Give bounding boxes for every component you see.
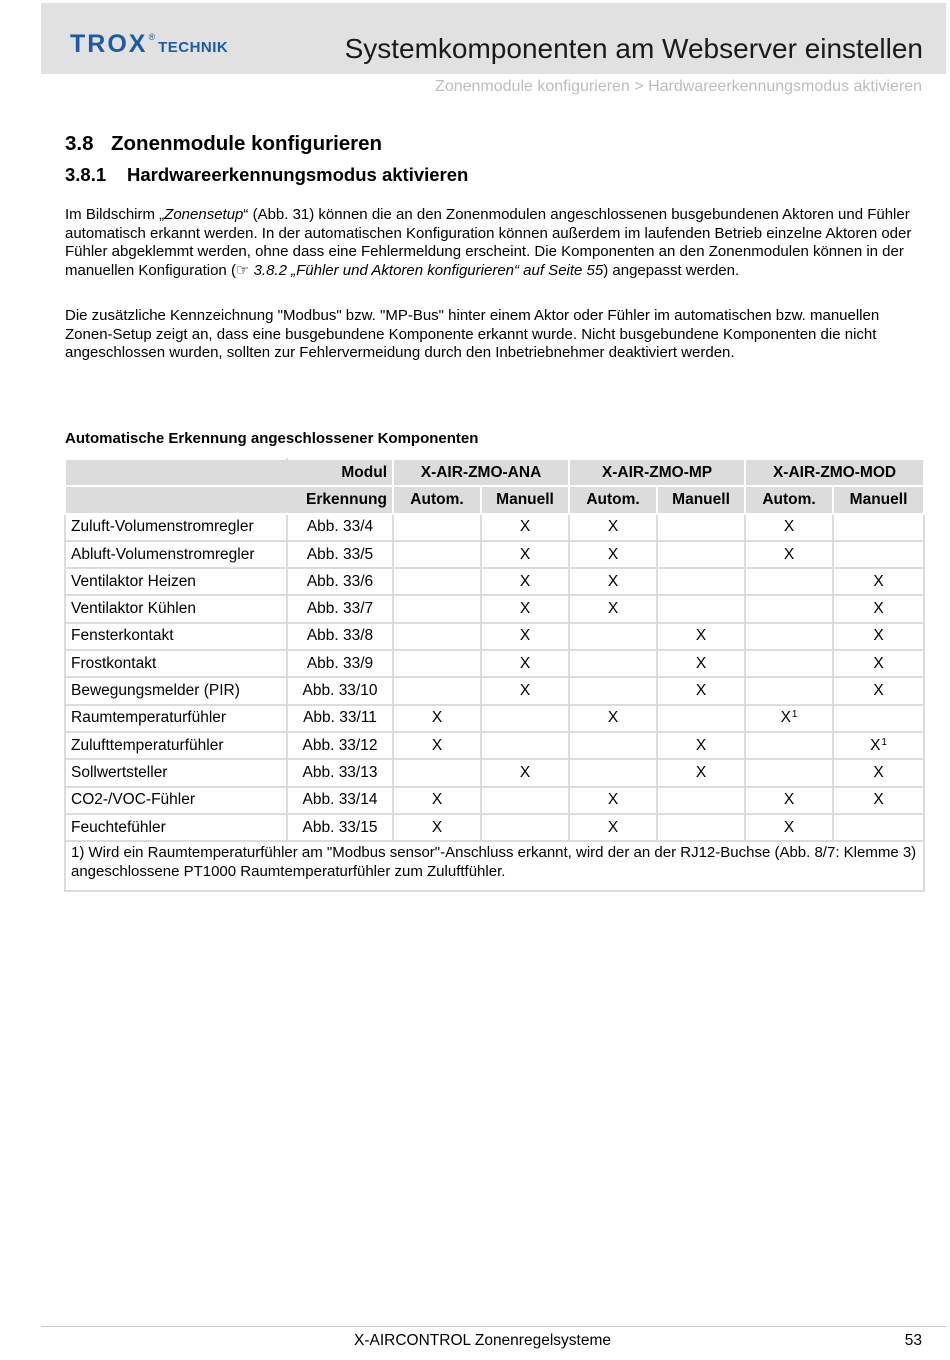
detection-cell: X xyxy=(569,705,657,732)
cross-reference-link[interactable]: 3.8.2 „Fühler und Aktoren konfigurieren“ auf Seite 55 xyxy=(249,261,604,279)
detection-cell: X xyxy=(745,814,833,841)
detection-cell: X xyxy=(569,595,657,622)
detection-cell xyxy=(481,705,569,732)
detection-cell: X xyxy=(569,568,657,595)
table-row xyxy=(65,595,924,622)
detection-cell xyxy=(569,677,657,704)
detection-cell xyxy=(833,514,924,541)
mode-header: Manuell xyxy=(657,486,745,513)
component-name: CO2-/VOC-Fühler xyxy=(65,787,287,814)
section-number: 3.8 xyxy=(65,132,94,155)
subsection-title: Hardwareerkennungsmodus aktivieren xyxy=(127,164,469,185)
figure-reference: Abb. 33/6 xyxy=(287,568,393,595)
table-row xyxy=(65,732,924,759)
table-row xyxy=(65,787,924,814)
footnote-marker: 1 xyxy=(881,736,887,748)
detection-cell xyxy=(657,814,745,841)
detection-cell: X xyxy=(833,595,924,622)
marking-paragraph: Die zusätzliche Kennzeichnung "Modbus" bzw. "MP-Bus" hinter einem Aktor oder Fühler im automatischen bzw. manuellen Zonen-Setup zeigt an, dass eine busgebundene Komponente erkannt wurde. Nicht busgebundene Komponenten die nicht angeschlossen wurden, sollten zur Fehlervermeidung durch den Inbetriebnehmer deaktiviert werden. xyxy=(65,307,880,362)
detection-cell: X xyxy=(745,541,833,568)
component-name: Bewegungsmelder (PIR) xyxy=(65,677,287,704)
detection-cell: X xyxy=(833,568,924,595)
detection-cell xyxy=(393,623,481,650)
detection-cell: X xyxy=(657,677,745,704)
figure-reference: Abb. 33/10 xyxy=(287,677,393,704)
figure-reference: Abb. 33/7 xyxy=(287,595,393,622)
detection-cell: X xyxy=(657,623,745,650)
detection-cell: X xyxy=(481,568,569,595)
component-name: Zulufttemperaturfühler xyxy=(65,732,287,759)
table-row xyxy=(65,514,924,541)
detection-cell xyxy=(569,623,657,650)
detection-cell: X xyxy=(481,541,569,568)
component-name: Ventilaktor Kühlen xyxy=(65,595,287,622)
detection-cell: X xyxy=(481,514,569,541)
detection-cell xyxy=(657,787,745,814)
detection-cell: $X^1$ xyxy=(745,705,833,732)
detection-cell xyxy=(833,541,924,568)
table-row xyxy=(65,650,924,677)
detection-cell: X xyxy=(833,787,924,814)
detection-cell xyxy=(745,677,833,704)
detection-cell xyxy=(393,650,481,677)
mode-header: Autom. xyxy=(569,486,657,513)
table-row xyxy=(65,677,924,704)
header-blank-cell xyxy=(65,486,287,513)
para-text: Im Bildschirm „ xyxy=(65,206,165,223)
subsection-number: 3.8.1 xyxy=(65,164,107,185)
detection-cell xyxy=(481,787,569,814)
detection-cell: X xyxy=(657,732,745,759)
header-blank-cell xyxy=(65,459,287,486)
figure-reference: Abb. 33/5 xyxy=(287,541,393,568)
detection-cell xyxy=(481,732,569,759)
detection-cell xyxy=(569,759,657,786)
detection-cell xyxy=(393,759,481,786)
detection-cell: X xyxy=(657,759,745,786)
table-row xyxy=(65,759,924,786)
component-name: Fensterkontakt xyxy=(65,623,287,650)
para-text: ) angepasst werden. xyxy=(603,261,740,279)
mode-header: Autom. xyxy=(745,486,833,513)
footnote-marker: 1 xyxy=(791,709,798,721)
cross-reference-icon: ☞ xyxy=(235,261,250,279)
table-caption: Automatische Erkennung angeschlossener Komponenten xyxy=(65,430,479,447)
component-name: Zuluft-Volumenstromregler xyxy=(65,514,287,541)
detection-cell xyxy=(481,814,569,841)
detection-cell: X xyxy=(833,759,924,786)
detection-cell: X xyxy=(481,650,569,677)
detection-cell: X xyxy=(569,514,657,541)
component-name: Frostkontakt xyxy=(65,650,287,677)
para-text: “ (Abb. 31) können die an den Zonenmodulen angeschlossenen busgebundenen Aktoren und Fühler automatisch erkannt werden. In der automatischen Konfiguration können außerdem im laufenden Betrieb einzelne Aktoren oder Fühler abgeklemmt werden, ohne dass eine Fehlermeldung erscheint. Die Komponenten an den Zonenmodulen können in der manuellen Konfiguration ( xyxy=(65,206,912,279)
logo-subtitle: TECHNIK xyxy=(158,39,229,56)
module-header-row xyxy=(65,459,924,486)
table-row xyxy=(65,814,924,841)
section-title: Zonenmodule konfigurieren xyxy=(111,132,383,155)
figure-reference: Abb. 33/4 xyxy=(287,514,393,541)
detection-cell: $X^1$ xyxy=(833,732,924,759)
figure-reference: Abb. 33/14 xyxy=(287,787,393,814)
detection-cell xyxy=(657,705,745,732)
figure-reference: Abb. 33/13 xyxy=(287,759,393,786)
intro-paragraph xyxy=(65,206,923,280)
detection-cell xyxy=(833,705,924,732)
detection-cell xyxy=(393,595,481,622)
detection-cell: X xyxy=(657,650,745,677)
figure-reference: Abb. 33/12 xyxy=(287,732,393,759)
detection-cell: X xyxy=(569,787,657,814)
detection-cell: X xyxy=(481,677,569,704)
detection-cell: X xyxy=(393,705,481,732)
figure-reference: Abb. 33/15 xyxy=(287,814,393,841)
table-row xyxy=(65,623,924,650)
detection-cell xyxy=(745,650,833,677)
component-name: Abluft-Volumenstromregler xyxy=(65,541,287,568)
detection-cell xyxy=(657,568,745,595)
detection-cell: X xyxy=(833,623,924,650)
component-detection-table xyxy=(64,458,925,892)
detection-cell xyxy=(745,623,833,650)
detection-cell xyxy=(657,541,745,568)
detection-cell xyxy=(745,732,833,759)
detection-cell: X xyxy=(569,541,657,568)
detection-cell xyxy=(833,814,924,841)
table-footnote: 1) Wird ein Raumtemperaturfühler am "Modbus sensor"-Anschluss erkannt, wird der an der RJ12-Buchse (Abb. 8/7: Klemme 3) angeschlossene PT1000 Raumtemperaturfühler zum Zuluftfühler. xyxy=(65,841,924,891)
figure-reference: Abb. 33/8 xyxy=(287,623,393,650)
detection-cell: X xyxy=(569,814,657,841)
detection-cell xyxy=(569,650,657,677)
detection-cell: X xyxy=(481,623,569,650)
detection-cell xyxy=(657,595,745,622)
figure-reference: Abb. 33/11 xyxy=(287,705,393,732)
table-row xyxy=(65,568,924,595)
document-title: Systemkomponenten am Webserver einstellen xyxy=(344,33,923,64)
table-row xyxy=(65,541,924,568)
component-name: Raumtemperaturfühler xyxy=(65,705,287,732)
detection-cell: X xyxy=(833,650,924,677)
page-number: 53 xyxy=(904,1332,922,1349)
detection-cell: X xyxy=(393,732,481,759)
detection-cell: X xyxy=(745,514,833,541)
trox-technik-logo xyxy=(70,31,228,57)
detection-cell: X xyxy=(481,595,569,622)
figure-reference: Abb. 33/9 xyxy=(287,650,393,677)
footer-product-name: X-AIRCONTROL Zonenregelsysteme xyxy=(354,1332,611,1349)
component-name: Sollwertsteller xyxy=(65,759,287,786)
detection-cell: X xyxy=(393,814,481,841)
module-header: X-AIR-ZMO-MP xyxy=(569,459,745,486)
modul-label: Modul xyxy=(287,459,393,486)
detection-cell: X xyxy=(833,677,924,704)
module-header: X-AIR-ZMO-ANA xyxy=(393,459,569,486)
logo-brand: TROX xyxy=(70,30,148,58)
footnote-row xyxy=(65,841,924,891)
detection-cell xyxy=(393,541,481,568)
component-name: Feuchtefühler xyxy=(65,814,287,841)
screen-name-zonensetup: Zonensetup xyxy=(164,206,244,223)
mode-header: Manuell xyxy=(481,486,569,513)
mode-header: Autom. xyxy=(393,486,481,513)
module-header: X-AIR-ZMO-MOD xyxy=(745,459,924,486)
detection-cell xyxy=(393,677,481,704)
mode-header-row xyxy=(65,486,924,513)
subsection-heading xyxy=(65,164,468,186)
footer-divider xyxy=(41,1326,946,1327)
breadcrumb: Zonenmodule konfigurieren > Hardwareerkennungsmodus aktivieren xyxy=(435,78,922,95)
detection-cell: X xyxy=(481,759,569,786)
detection-cell xyxy=(393,514,481,541)
erkennung-label: Erkennung xyxy=(287,486,393,513)
detection-cell xyxy=(745,595,833,622)
detection-cell xyxy=(569,732,657,759)
detection-cell xyxy=(745,568,833,595)
table-row xyxy=(65,705,924,732)
detection-cell xyxy=(393,568,481,595)
component-name: Ventilaktor Heizen xyxy=(65,568,287,595)
detection-cell: X xyxy=(745,787,833,814)
detection-cell xyxy=(657,514,745,541)
mode-header: Manuell xyxy=(833,486,924,513)
detection-cell xyxy=(745,759,833,786)
detection-cell: X xyxy=(393,787,481,814)
section-heading xyxy=(65,132,382,156)
logo-registered-mark: ® xyxy=(148,32,156,42)
